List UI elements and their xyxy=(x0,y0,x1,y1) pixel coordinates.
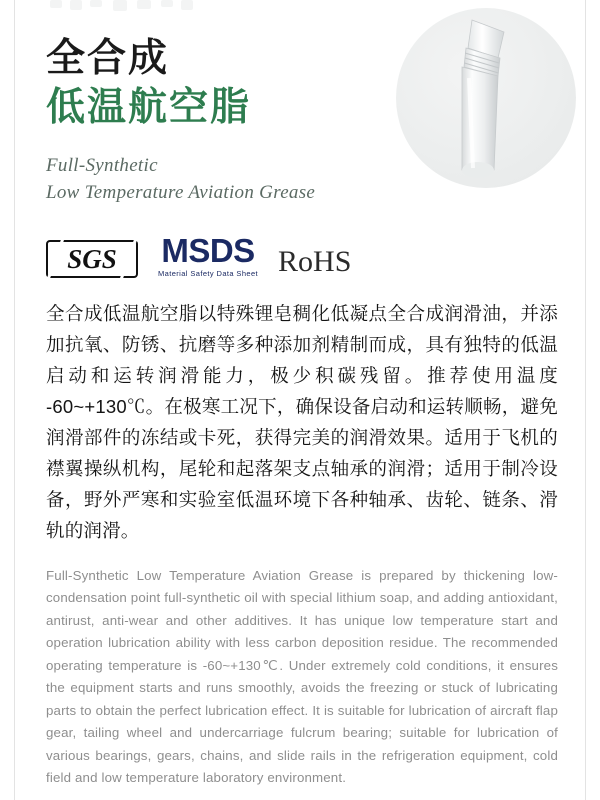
msds-logo-label: MSDS xyxy=(161,232,255,269)
msds-logo xyxy=(158,234,258,278)
page-title-zh-line1: 全合成 xyxy=(46,37,170,80)
page-title-zh-line2: 低温航空脂 xyxy=(46,86,252,129)
left-edge-rule xyxy=(14,0,15,800)
certification-logos xyxy=(46,232,558,278)
page-subtitle-en-line2: Low Temperature Aviation Grease xyxy=(46,182,316,203)
page-subtitle-en xyxy=(46,152,558,206)
sgs-logo xyxy=(46,240,138,278)
right-edge-rule xyxy=(585,0,586,800)
description-chinese: 全合成低温航空脂以特殊锂皂稠化低凝点全合成润滑油，并添加抗氧、防锈、抗磨等多种添加剂精制而成，具有独特的低温启动和运转润滑能力，极少积碳残留。推荐使用温度 -60~+130℃。在极寒工况下，确保设备启动和运转顺畅，避免润滑部件的冻结或卡死，获得完美的润滑效果。适用于飞机的襟翼操纵机构，尾轮和起落架支点轴承的润滑；适用于制冷设备，野外严寒和实验室低温环境下各种轴承、齿轮、链条、滑轨的润滑。 xyxy=(46,303,558,541)
rohs-logo: RoHS xyxy=(278,245,352,278)
sgs-logo-label: SGS xyxy=(67,243,117,274)
msds-logo-sublabel: Material Safety Data Sheet xyxy=(158,269,259,278)
page-subtitle-en-line1: Full-Synthetic xyxy=(46,155,158,176)
content-column xyxy=(46,0,558,800)
description-english: Full-Synthetic Low Temperature Aviation Grease is prepared by thickening low-condensation point full-synthetic oil with special lithium soap, and adding antioxidant, antirust, anti-wear and other additives. It has unique low temperature start and operation lubrication ability with less carbon deposition residue. The recommended operating temperature is -60~+130℃. Under extremely cold conditions, it ensures the equipment starts and runs smoothly, avoids the freezing or stuck of lubricating parts to obtain the perfect lubrication effect. It is suitable for lubrication of aircraft flap gear, tailing wheel and undercarriage fulcrum bearing; suitable for lubrication of various bearings, gears, chains, and slide rails in the refrigeration equipment, cold field and low temperature laboratory environment. xyxy=(46,567,558,785)
